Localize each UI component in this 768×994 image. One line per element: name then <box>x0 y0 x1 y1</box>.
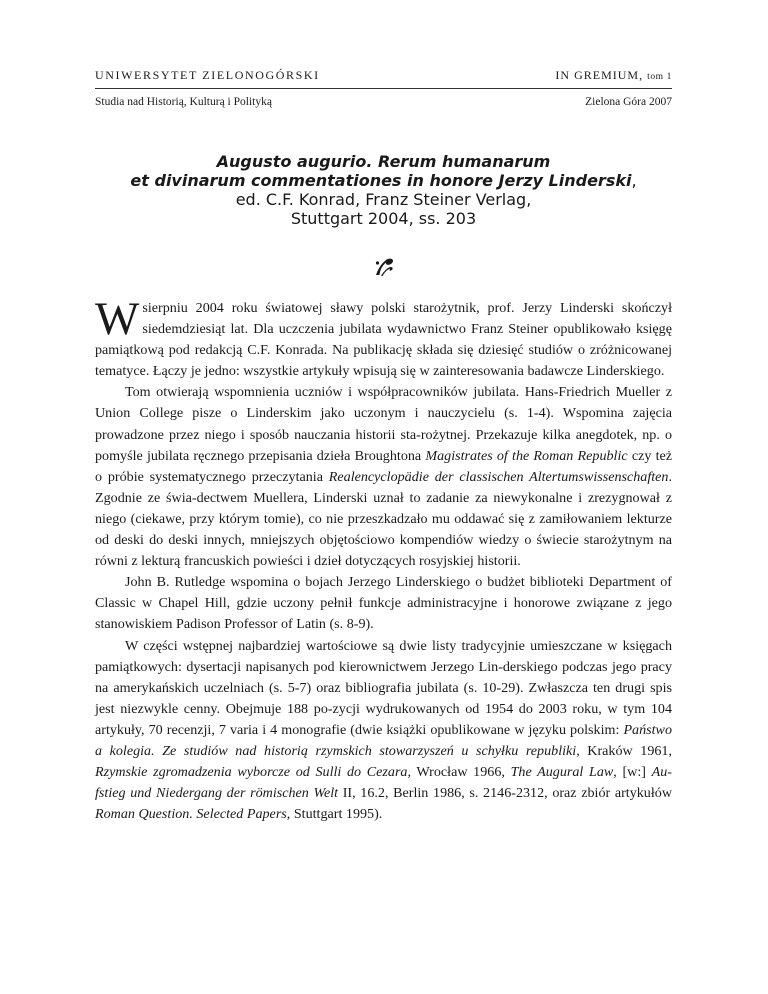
university-name: UNIWERSYTET ZIELONOGÓRSKI <box>95 68 320 82</box>
p4-italic-title-2: Rzymskie zgromadzenia wyborcze od Sulli do Cezara, <box>95 764 412 781</box>
book-title-part-2: et divinarum commentationes in honore Jerzy Linderski <box>130 171 632 190</box>
drop-cap: W <box>95 293 140 345</box>
p2-italic-title-1: Magistrates of the Roman Republic <box>425 447 628 464</box>
place-year: Zielona Góra 2007 <box>585 96 672 108</box>
p4-text-c: Wrocław 1966, <box>411 764 511 781</box>
p4-text-d: , [w:] <box>613 764 652 781</box>
p4-text-f: , Stuttgart 1995). <box>286 806 383 823</box>
book-title-line-1 <box>95 152 672 171</box>
fleuron-icon <box>372 255 396 279</box>
p4-italic-title-5: Roman Question. Selected Papers <box>95 806 287 823</box>
place-pages: Stuttgart 2004, ss. 203 <box>290 209 477 228</box>
p2-text-b: czy też o próbie systematycznego przeczytania <box>95 447 672 485</box>
journal-name: IN GREMIUM, <box>555 68 644 82</box>
paragraph-1-text: sierpniu 2004 roku światowej sławy polski starożytnik, prof. Jerzy Linderski skończył siedemdziesiąt lat. Dla uczczenia jubilata wydawnictwo Franz Steiner opublikowało księgę pamiątkową pod redakcją C.F. Konrada. Na publikację składa się dziesięć studiów o zróżnicowanej tematyce. Łączy je jedno: wszystkie artykuły wpisują się w zainteresowania badawcze Linderskiego. <box>95 300 672 380</box>
p4-italic-title-3: The Augural Law <box>510 764 614 781</box>
book-title-part-1: Augusto augurio. Rerum humanarum <box>216 152 551 171</box>
p4-text-a: W części wstępnej najbardziej wartościowe są dwie listy tradycyjnie umieszczane w księgach pamiątkowych: dysertacji napisanych pod kierownictwem Jerzego Lin-derskiego podczas jego pracy na amerykańskich uczelniach (s. 5-7) oraz bibliografia jubilata (s. 10-29). Zwłaszcza ten drugi spis jest niezwykle cenny. Obejmuje 188 po-zycji wydrukowanych od 1954 do 2003 roku, w tym 104 artykuły, 70 recenzji, 7 varia i 4 monografie (dwie książki opublikowane w języku polskim: <box>95 637 672 738</box>
p4-italic-title-1: Państwo a kolegia. Ze studiów nad historią rzymskich stowarzyszeń u schyłku republiki <box>95 721 672 759</box>
p2-text-a: Tom otwierają wspomnienia uczniów i współpracowników jubilata. Hans-Friedrich Mueller z Union College pisze o Linderskim jako uczonym i nauczycielu (s. 1-4). Wspomina zajęcia prowadzone przez niego i sposób nauczania historii sta-rożytnej. Przekazuje kilka anegdotek, np. o pomyśle jubilata ręcznego przepisania dzieła Broughtona <box>95 384 672 464</box>
volume-number: tom 1 <box>647 72 672 82</box>
header-rule <box>95 88 672 89</box>
editor-line: ed. C.F. Konrad, Franz Steiner Verlag, <box>235 190 532 209</box>
book-title-line-2 <box>95 171 672 190</box>
paragraph-4 <box>95 636 672 826</box>
paragraph-3: John B. Rutledge wspomina o bojach Jerzego Linderskiego o budżet biblioteki Department of Classic w Chapel Hill, gdzie uczony pełnił funkcje administracyjne i honorowe związane z jego stanowiskiem Padison Professor of Latin (s. 8-9). <box>95 574 672 633</box>
paragraph-2 <box>95 382 672 572</box>
paragraph-1 <box>95 293 672 382</box>
journal-volume <box>555 68 672 83</box>
review-title <box>95 152 672 228</box>
p2-text-c: . Zgodnie ze świa-dectwem Muellera, Linderski uznał to zadanie za niewykonalne i zrezygnował z niego (ciekawe, przy którym tomie), co nie przeszkadzało mu oddawać się z zamiłowaniem lekturze od deski do deski innych, mniejszych objętościowo kompendiów wiedzy o świecie starożytnym na równi z lekturą francuskich powieści i dzieł dotyczących rosyjskiej historii. <box>95 468 673 570</box>
p4-text-e: II, 16.2, Berlin 1986, s. 2146-2312, oraz zbiór artykułów <box>338 785 672 802</box>
review-body <box>95 293 673 825</box>
p4-italic-title-4: Au-fstieg und Niedergang der römischen Welt <box>95 764 673 802</box>
title-comma: , <box>631 171 637 190</box>
journal-subtitle: Studia nad Historią, Kulturą i Polityką <box>95 96 272 108</box>
p2-italic-title-2: Realencyclopädie der classischen Altertumswissenschaften <box>328 468 669 485</box>
p4-text-b: , Kraków 1961, <box>576 742 672 759</box>
